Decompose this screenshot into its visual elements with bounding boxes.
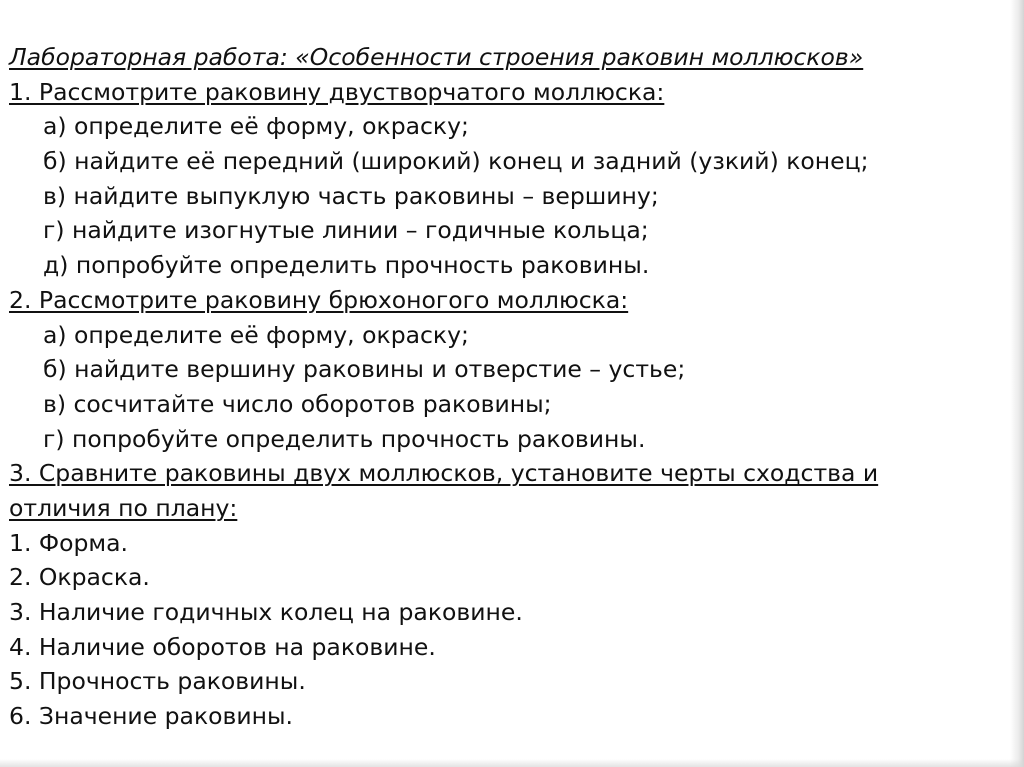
section-1-item-e: д) попробуйте определить прочность раковины. [43,251,650,280]
section-1-heading: 1. Рассмотрите раковину двустворчатого моллюска: [9,77,665,106]
section-1-item-d: г) найдите изогнутые линии – годичные кольца; [43,216,649,245]
plan-item-5: 5. Прочность раковины. [9,667,306,696]
lab-document [9,40,1009,734]
section-2-item-a: а) определите её форму, окраску; [43,320,469,349]
section-2-item-b: б) найдите вершину раковины и отверстие – устье; [43,355,686,384]
section-1-item-c: в) найдите выпуклую часть раковины – вершину; [43,181,659,210]
plan-item-3: 3. Наличие годичных колец на раковине. [9,598,523,626]
right-edge-shadow [1010,0,1024,767]
section-3-heading-line-2: отличия по плану: [9,493,238,522]
section-2-item-d: г) попробуйте определить прочность раковины. [43,424,646,453]
plan-item-1: 1. Форма. [9,528,129,557]
section-1-item-a: а) определите её форму, окраску; [43,112,469,141]
plan-item-4: 4. Наличие оборотов на раковине. [9,632,436,661]
plan-item-6: 6. Значение раковины. [9,702,294,731]
section-3-heading-line-1: 3. Сравните раковины двух моллюсков, установите черты сходства и [9,459,879,488]
document-title: Лабораторная работа: «Особенности строения раковин моллюсков» [9,43,864,71]
section-1-item-b: б) найдите её передний (широкий) конец и задний (узкий) конец; [43,147,869,176]
section-2-heading: 2. Рассмотрите раковину брюхоногого моллюска: [9,285,629,314]
bottom-edge-shadow [0,759,1024,767]
section-2-item-c: в) сосчитайте число оборотов раковины; [43,389,552,418]
plan-item-2: 2. Окраска. [9,563,150,592]
